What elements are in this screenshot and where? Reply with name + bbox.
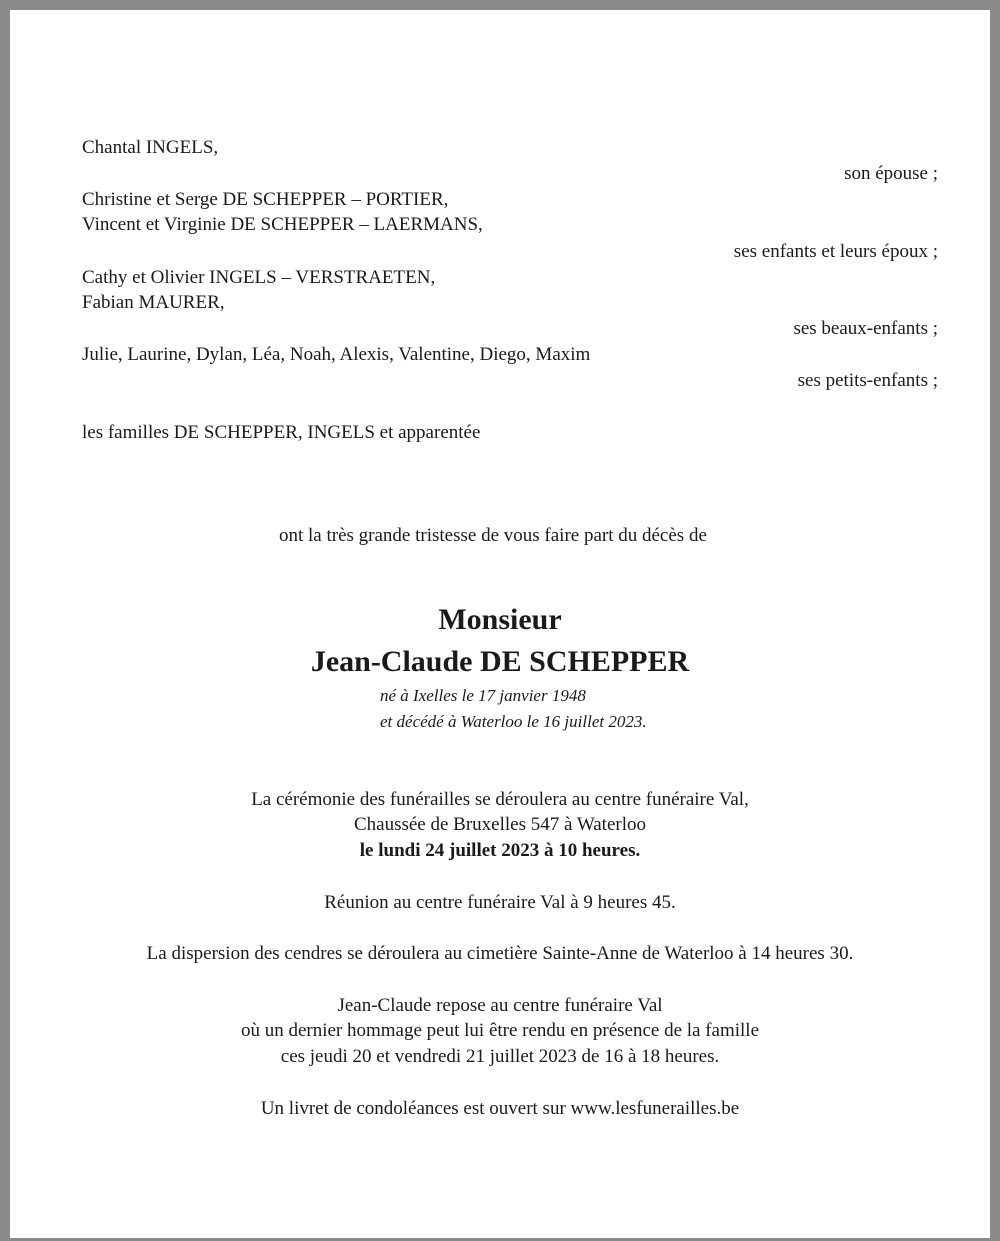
ceremony-line: La cérémonie des funérailles se déroulera au centre funéraire Val, [251, 789, 749, 810]
meeting-info: Réunion au centre funéraire Val à 9 heures 45. [324, 892, 676, 913]
ceremony-address: Chaussée de Bruxelles 547 à Waterloo [353, 814, 646, 835]
deceased-honorific: Monsieur [438, 603, 562, 636]
announcement-text: ont la très grande tristesse de vous faire part du décès de [279, 525, 707, 546]
children-role: ses enfants et leurs époux ; [733, 241, 938, 262]
dispersion-info: La dispersion des cendres se déroulera au cimetière Sainte-Anne de Waterloo à 14 heures 30. [146, 943, 854, 964]
spouse-name: Chantal INGELS, [82, 137, 219, 158]
families-line: les familles DE SCHEPPER, INGELS et apparentée [82, 422, 481, 443]
spouse-role: son épouse ; [844, 163, 938, 184]
visitation-dates: ces jeudi 20 et vendredi 21 juillet 2023 de 16 à 18 heures. [280, 1046, 720, 1067]
stepchild-line: Cathy et Olivier INGELS – VERSTRAETEN, [82, 267, 436, 288]
grandchildren-list: Julie, Laurine, Dylan, Léa, Noah, Alexis, Valentine, Diego, Maxim [82, 344, 591, 365]
child-line: Christine et Serge DE SCHEPPER – PORTIER, [82, 189, 449, 210]
condolences-info: Un livret de condoléances est ouvert sur www.lesfunerailles.be [260, 1098, 740, 1119]
grandchildren-role: ses petits-enfants ; [797, 370, 938, 391]
visitation-line: où un dernier hommage peut lui être rendu en présence de la famille [240, 1020, 760, 1041]
deceased-name: Jean-Claude DE SCHEPPER [310, 645, 690, 678]
birth-info: né à Ixelles le 17 janvier 1948 [380, 686, 586, 705]
death-info: et décédé à Waterloo le 16 juillet 2023. [380, 712, 647, 731]
stepchildren-role: ses beaux-enfants ; [793, 318, 938, 339]
ceremony-date: le lundi 24 juillet 2023 à 10 heures. [359, 840, 641, 861]
obituary-page [10, 10, 990, 1238]
child-line: Vincent et Virginie DE SCHEPPER – LAERMANS, [82, 214, 483, 235]
visitation-line: Jean-Claude repose au centre funéraire Val [337, 995, 663, 1016]
stepchild-line: Fabian MAURER, [82, 292, 225, 313]
